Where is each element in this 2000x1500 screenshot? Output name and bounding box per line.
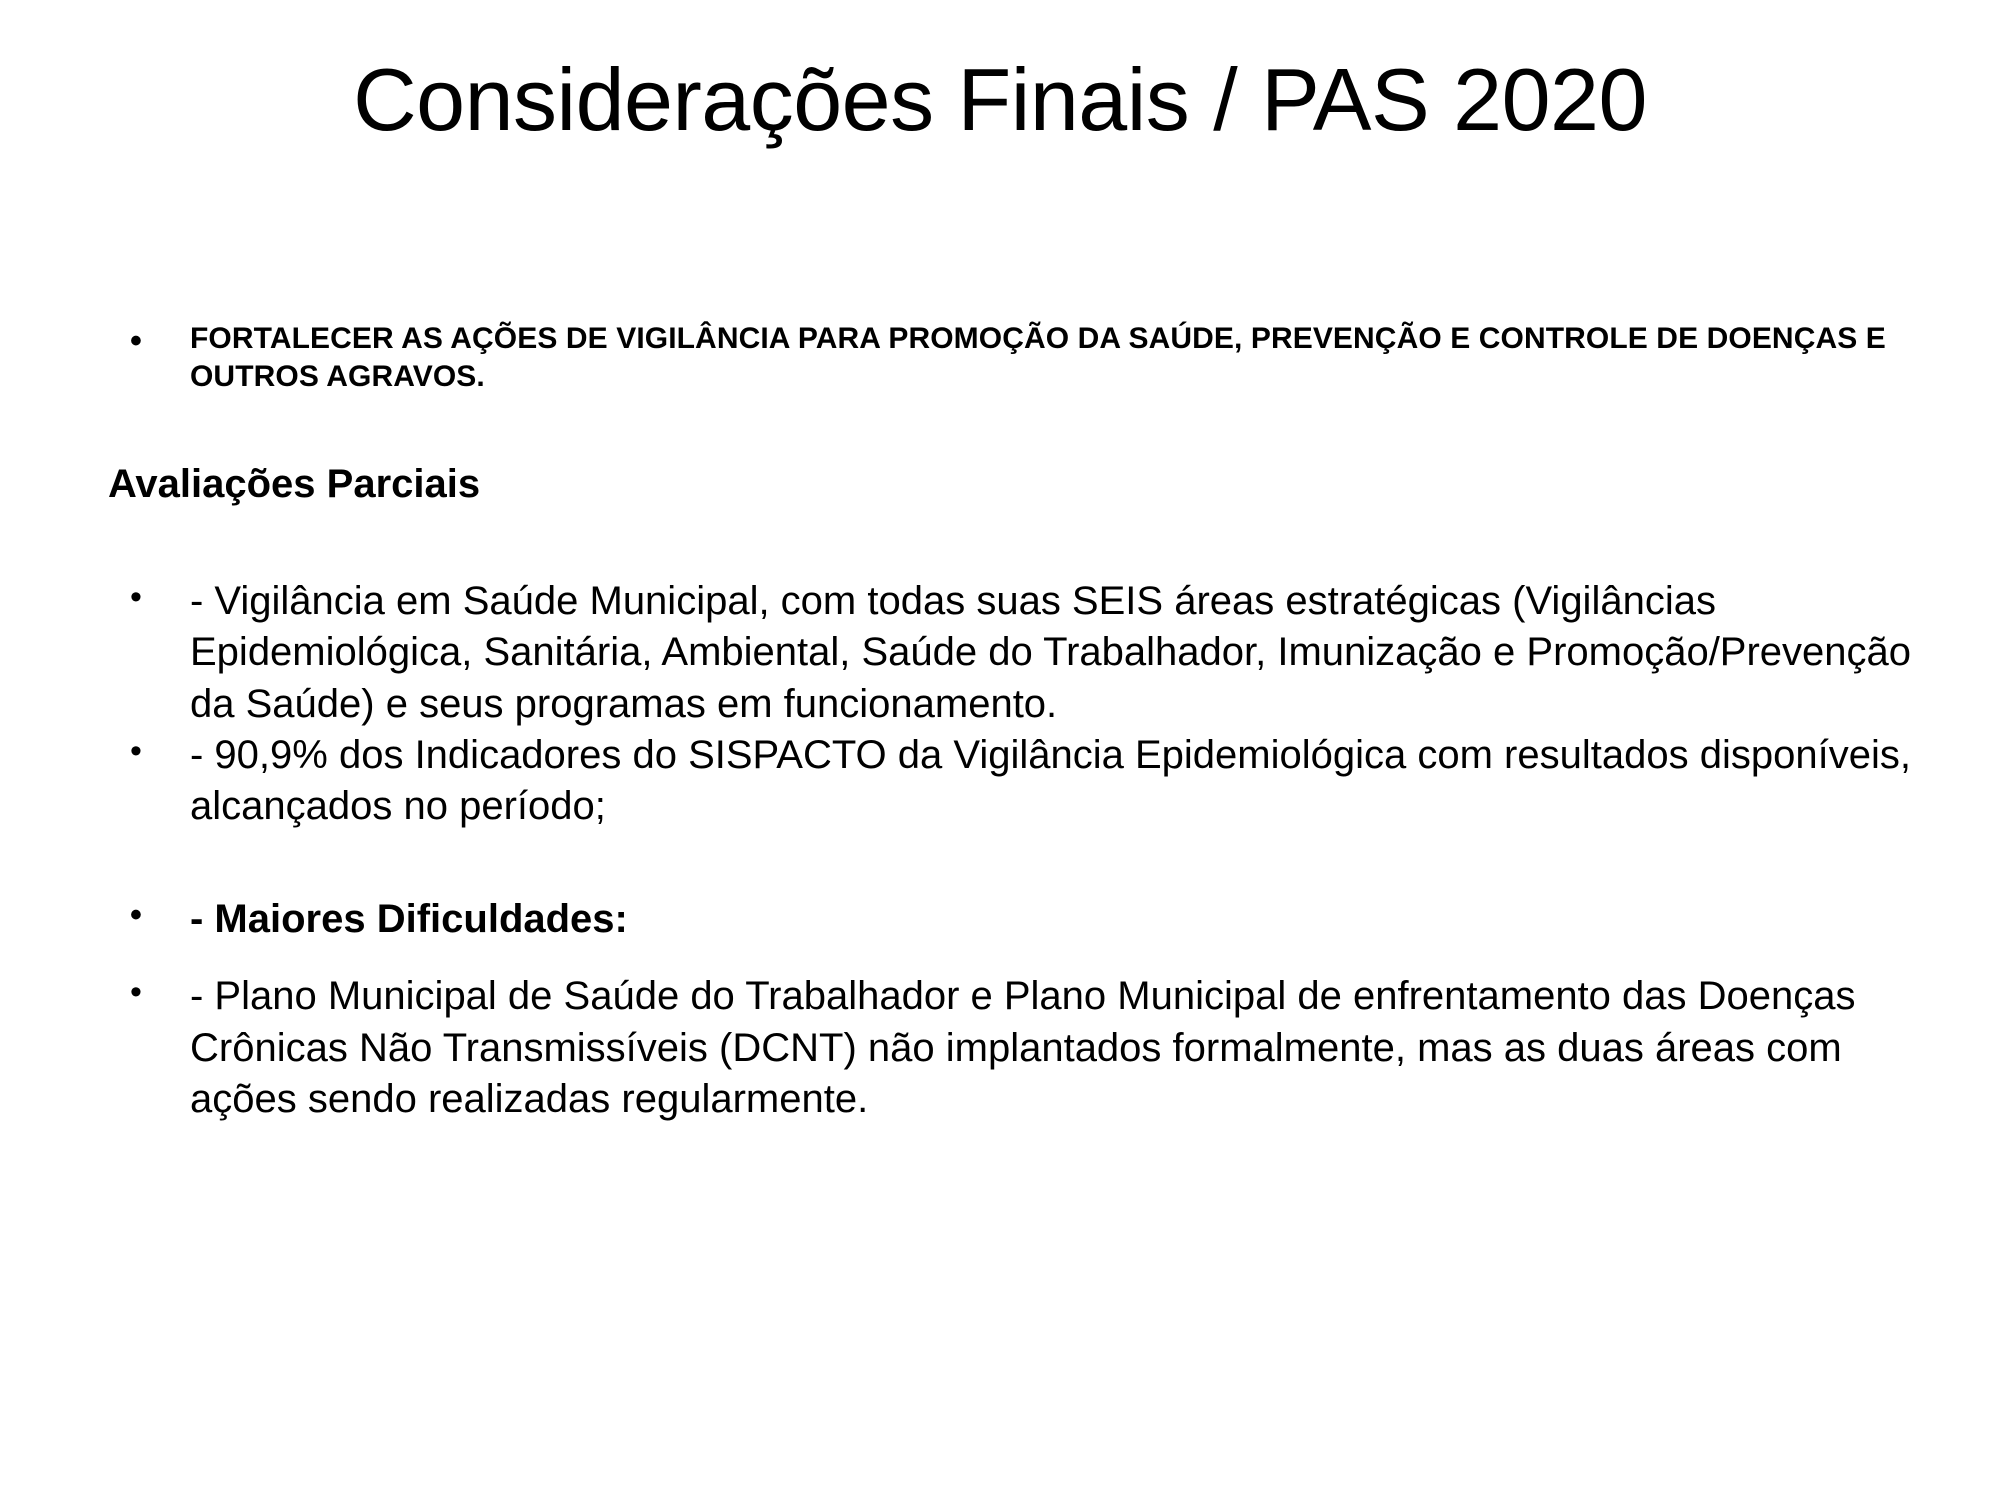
bullet-point-icon: •: [130, 322, 143, 360]
list-item: [108, 730, 1918, 832]
bullet-point-icon: •: [130, 731, 142, 770]
list-item-text: - Plano Municipal de Saúde do Trabalhador e Plano Municipal de enfrentamento das Doenças Crônicas Não Transmissíveis (DCNT) não implantados formalmente, mas as duas áreas com ações sendo realizadas regularmente.: [190, 974, 1856, 1121]
spacer: [108, 510, 1918, 576]
list-item: [108, 320, 1918, 396]
bullet-point-icon: •: [130, 896, 142, 935]
bullet-list: [108, 320, 1918, 1125]
spacer: [108, 396, 1918, 458]
list-item-text: - Vigilância em Saúde Municipal, com todas suas SEIS áreas estratégicas (Vigilâncias Epidemiológica, Sanitária, Ambiental, Saúde do Trabalhador, Imunização e Promoção/Prevenção da Saúde) e seus programas em funcionamento.: [190, 579, 1912, 726]
list-item: [108, 971, 1918, 1125]
list-item-text: - 90,9% dos Indicadores do SISPACTO da Vigilância Epidemiológica com resultados disponíveis, alcançados no período;: [190, 732, 1911, 828]
section-heading: Avaliações Parciais: [108, 462, 481, 507]
page-title: Considerações Finais / PAS 2020: [353, 50, 1647, 149]
list-item: [108, 576, 1918, 730]
bullet-point-icon: •: [130, 578, 142, 617]
spacer: [108, 832, 1918, 894]
list-item-text: FORTALECER AS AÇÕES DE VIGILÂNCIA PARA PROMOÇÃO DA SAÚDE, PREVENÇÃO E CONTROLE DE DOENÇAS E OUTROS AGRAVOS.: [190, 322, 1886, 394]
spacer: [108, 945, 1918, 971]
list-item-text: - Maiores Dificuldades:: [190, 897, 628, 942]
list-item: [108, 894, 1918, 945]
bullet-point-icon: •: [130, 973, 142, 1012]
slide-body: [108, 320, 1918, 1125]
